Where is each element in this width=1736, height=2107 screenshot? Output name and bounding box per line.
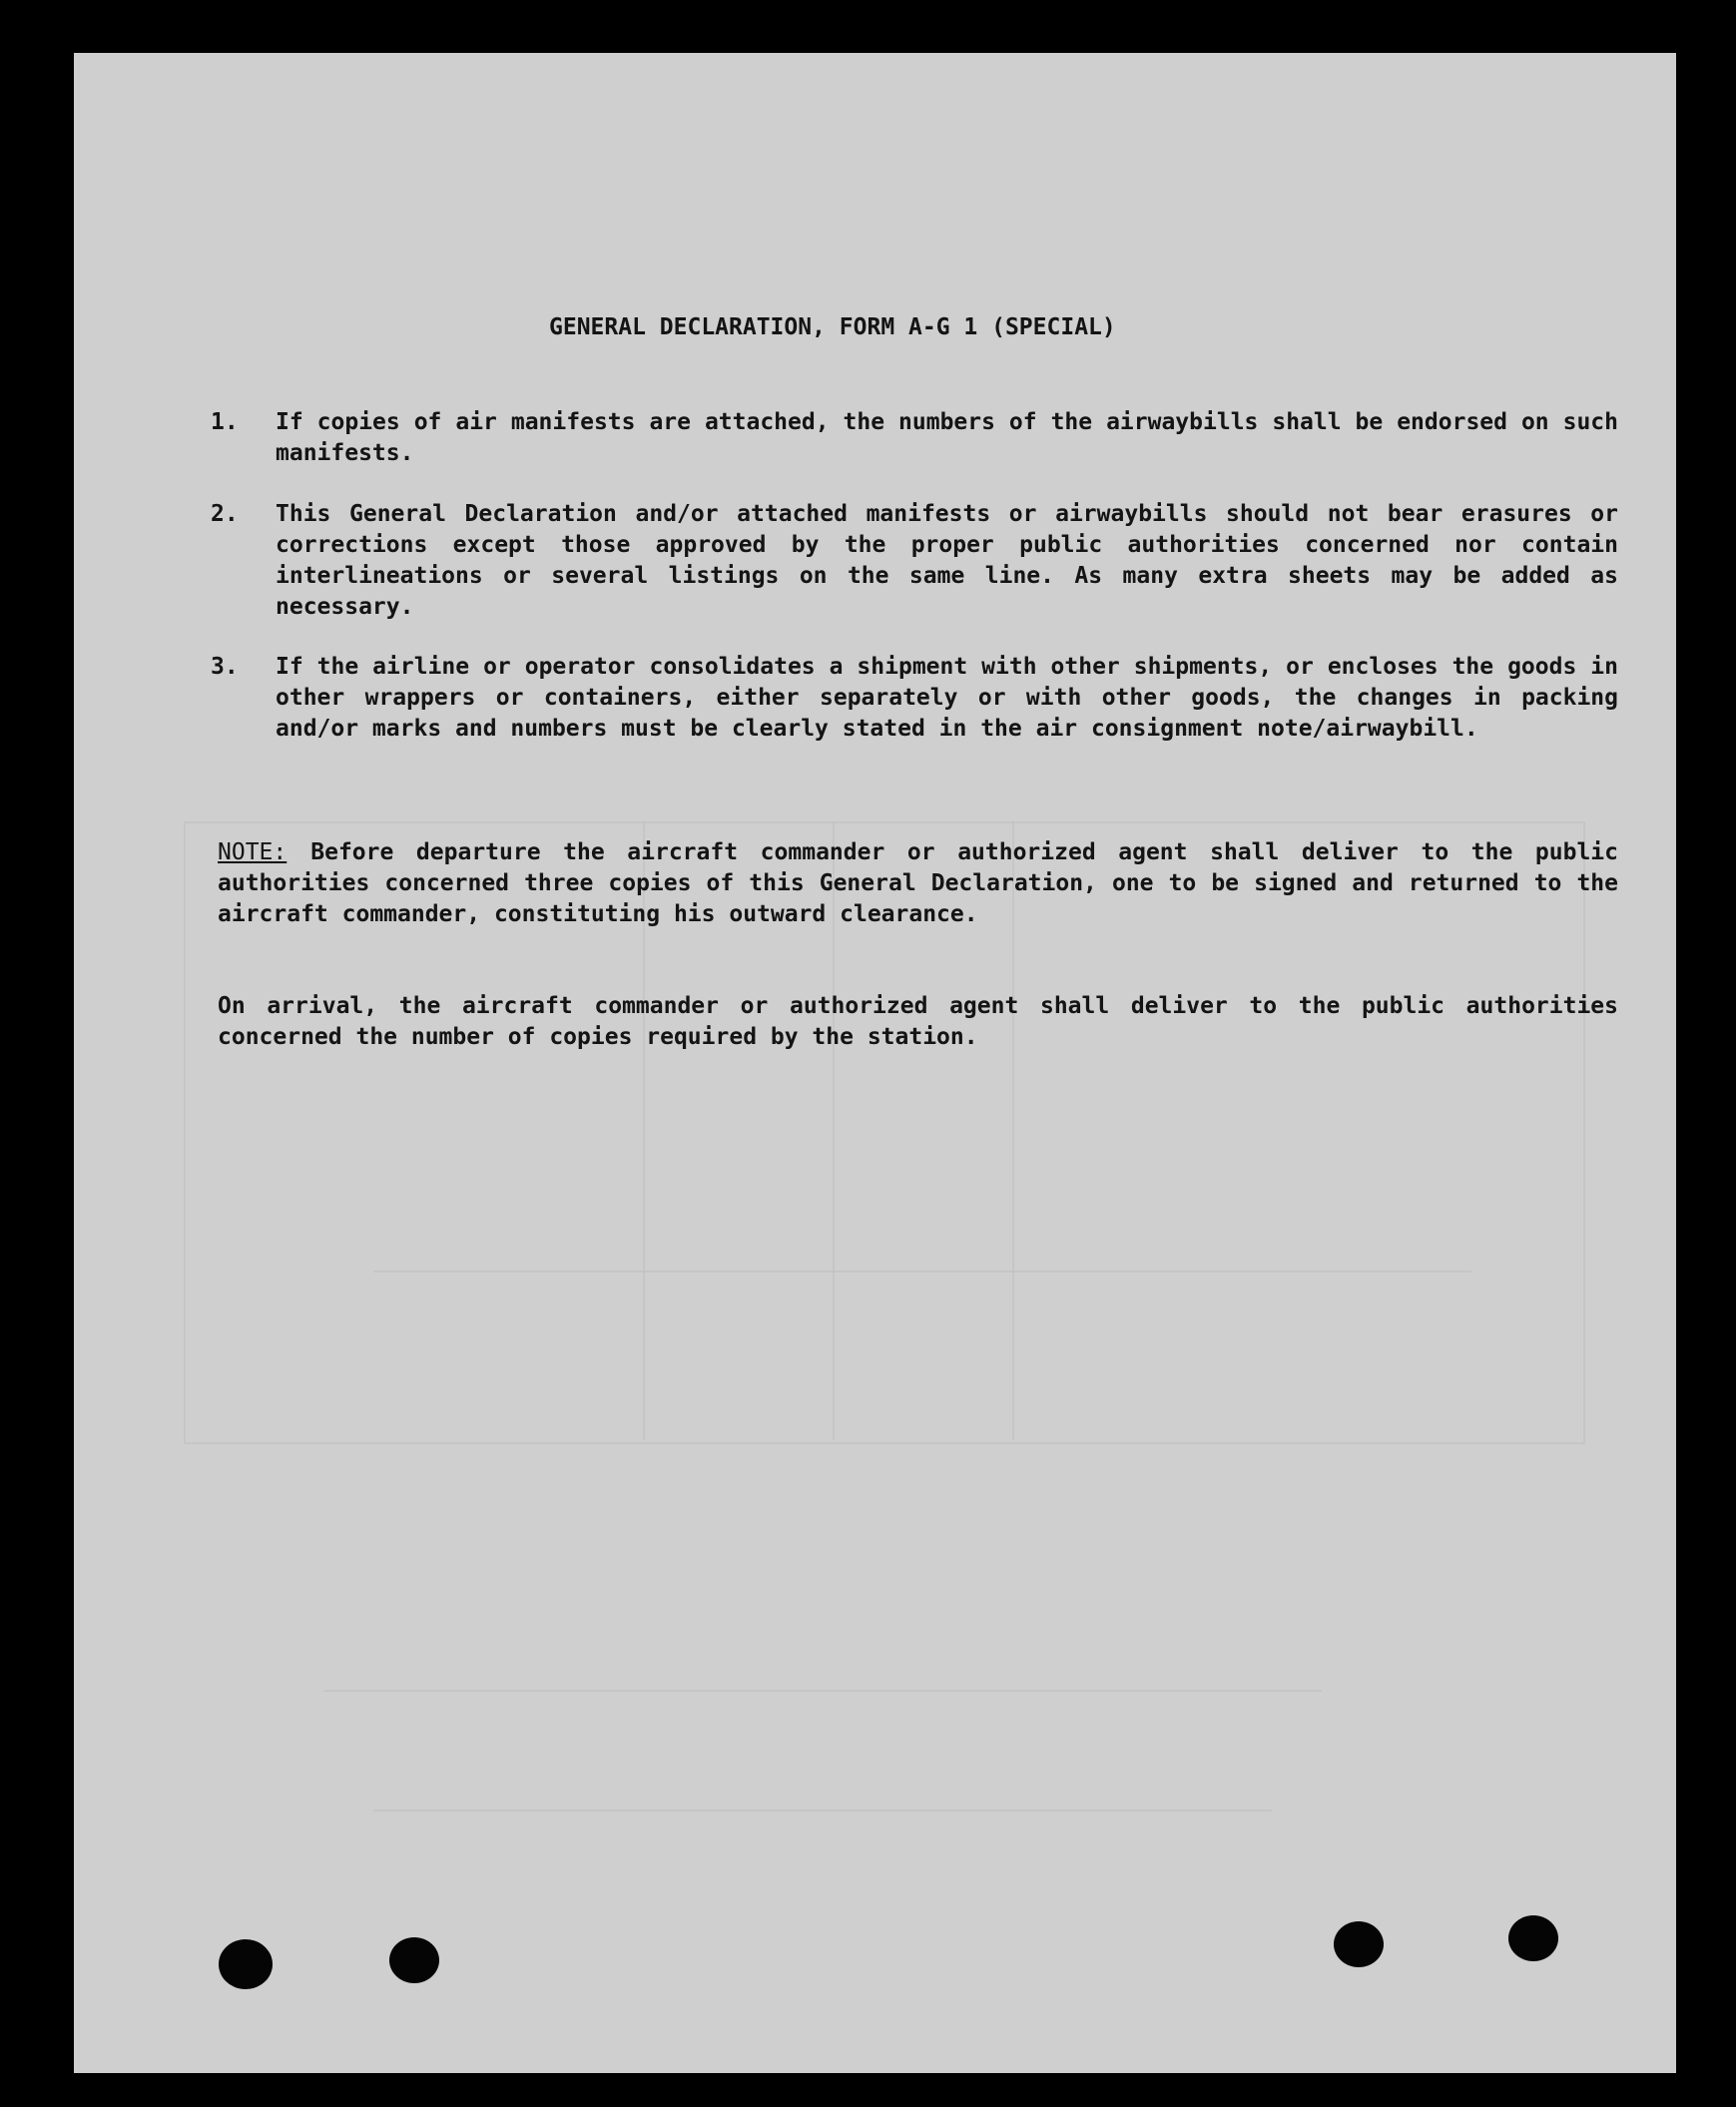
item-text: If the airline or operator consolidates a shipment with other shipments, or encloses the goods in other wrappers or containers, either separately or with other goods, the changes in packing and/or marks and numbers must be clearly stated in the air consignment note/airwaybill. (276, 654, 1618, 742)
arrival-paragraph: On arrival, the aircraft commander or authorized agent shall deliver to the public authorities concerned the number of copies required by the station. (218, 993, 1618, 1050)
document-title: GENERAL DECLARATION, FORM A-G 1 (SPECIAL) (549, 314, 1116, 340)
note-text: Before departure the aircraft commander or authorized agent shall deliver to the public authorities concerned three copies of this General Declaration, one to be signed and returned to the aircraft commander, constituting his outward clearance. (218, 839, 1618, 927)
note-label: NOTE: (218, 839, 288, 865)
punch-hole (389, 1937, 439, 1983)
item-number: 2. (211, 501, 239, 527)
item-text: If copies of air manifests are attached, the numbers of the airwaybills shall be endorsed on such manifests. (276, 409, 1618, 466)
note-paragraph (218, 837, 1618, 930)
item-text: This General Declaration and/or attached manifests or airwaybills should not bear erasures or corrections except those approved by the proper public authorities concerned nor contain interlineations or several listings on the same line. As many extra sheets may be added as necessary. (276, 501, 1618, 620)
punch-hole (219, 1939, 273, 1989)
document-page (74, 53, 1676, 2073)
item-number: 3. (211, 654, 239, 680)
document-content (74, 53, 1676, 2073)
item-number: 1. (211, 409, 239, 435)
punch-hole (1334, 1921, 1384, 1967)
punch-hole (1508, 1915, 1558, 1961)
